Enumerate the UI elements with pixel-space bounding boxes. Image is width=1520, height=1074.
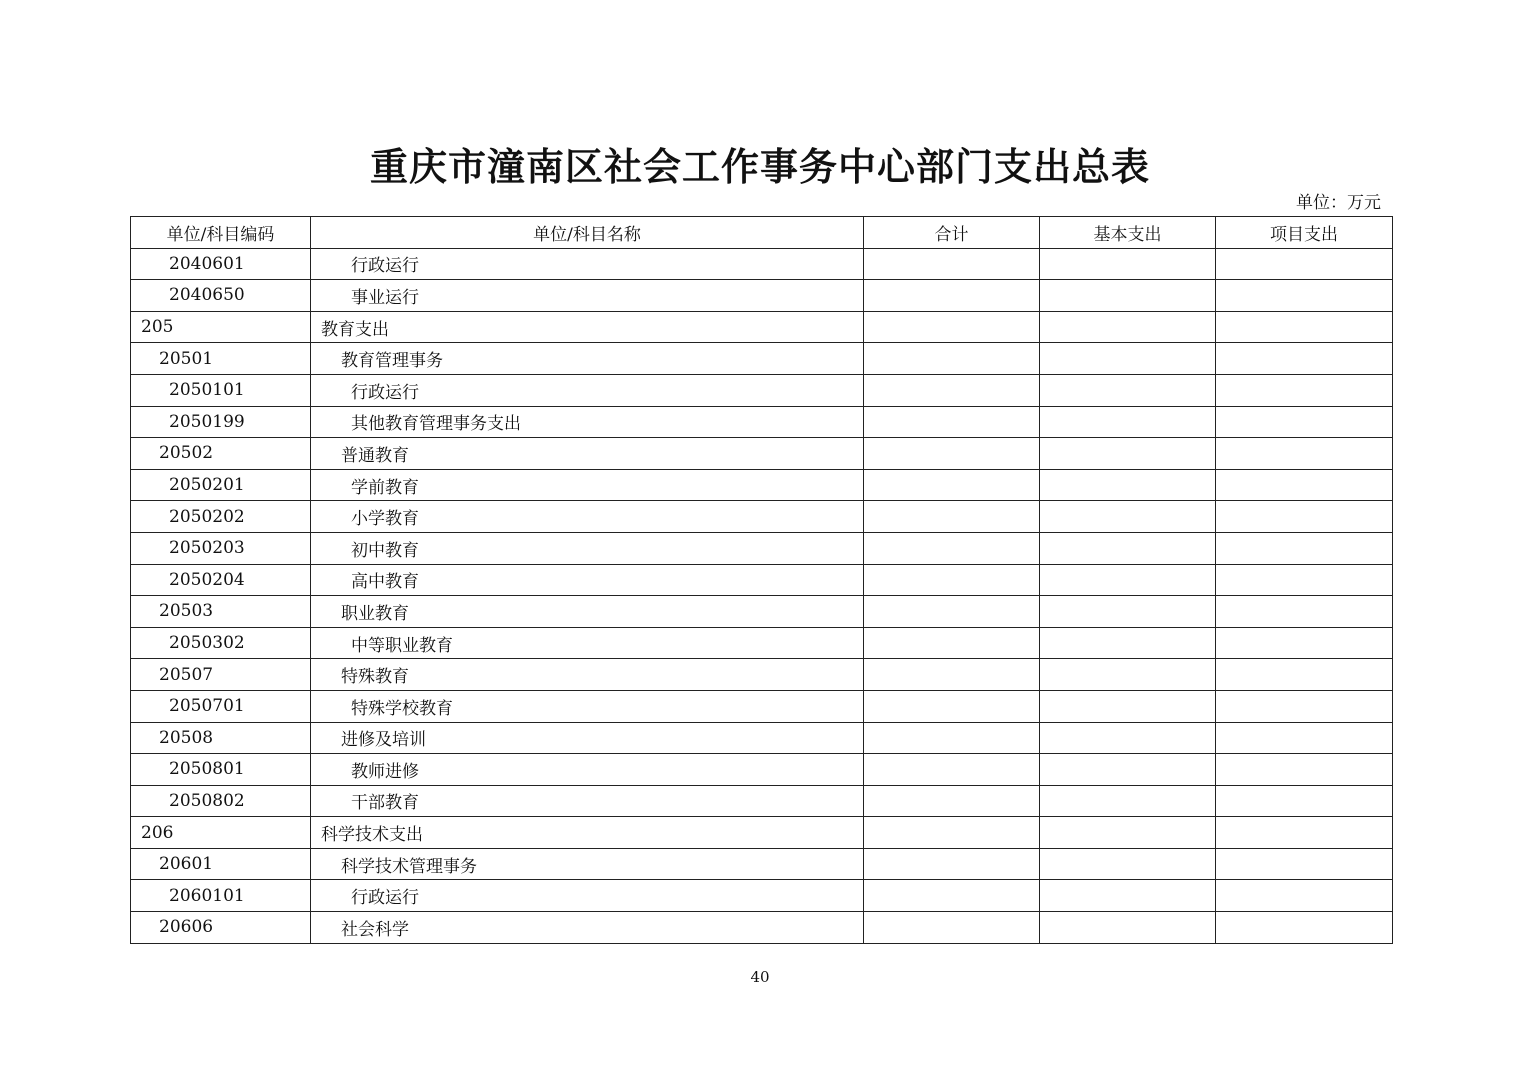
row-basic (1040, 280, 1216, 312)
row-basic (1040, 343, 1216, 375)
row-name: 行政运行 (311, 880, 864, 912)
row-total (864, 690, 1040, 722)
row-code: 20501 (131, 343, 311, 375)
row-name: 教师进修 (311, 754, 864, 786)
table-row (131, 532, 1393, 564)
row-project (1216, 501, 1393, 533)
row-basic (1040, 406, 1216, 438)
row-basic (1040, 627, 1216, 659)
row-total (864, 311, 1040, 343)
row-code: 205 (131, 311, 311, 343)
row-code: 2050199 (131, 406, 311, 438)
row-project (1216, 469, 1393, 501)
table-row (131, 501, 1393, 533)
row-name: 进修及培训 (311, 722, 864, 754)
row-total (864, 912, 1040, 944)
row-name: 中等职业教育 (311, 627, 864, 659)
row-name: 初中教育 (311, 532, 864, 564)
column-header-code: 单位/科目编码 (131, 217, 311, 249)
row-code: 2050701 (131, 690, 311, 722)
row-name: 职业教育 (311, 596, 864, 628)
row-total (864, 374, 1040, 406)
row-basic (1040, 912, 1216, 944)
row-code: 2050801 (131, 754, 311, 786)
row-name: 行政运行 (311, 248, 864, 280)
row-project (1216, 785, 1393, 817)
row-basic (1040, 438, 1216, 470)
row-total (864, 659, 1040, 691)
row-project (1216, 659, 1393, 691)
table-row (131, 817, 1393, 849)
row-basic (1040, 817, 1216, 849)
row-code: 2040650 (131, 280, 311, 312)
table-body (131, 248, 1393, 943)
row-name: 教育管理事务 (311, 343, 864, 375)
row-total (864, 501, 1040, 533)
row-code: 20508 (131, 722, 311, 754)
row-code: 2050802 (131, 785, 311, 817)
row-project (1216, 722, 1393, 754)
row-code: 20606 (131, 912, 311, 944)
column-header-project: 项目支出 (1216, 217, 1393, 249)
row-basic (1040, 848, 1216, 880)
row-code: 20503 (131, 596, 311, 628)
row-code: 2050101 (131, 374, 311, 406)
column-header-name: 单位/科目名称 (311, 217, 864, 249)
row-project (1216, 248, 1393, 280)
row-total (864, 438, 1040, 470)
row-basic (1040, 248, 1216, 280)
row-basic (1040, 374, 1216, 406)
row-basic (1040, 596, 1216, 628)
row-name: 教育支出 (311, 311, 864, 343)
column-header-basic: 基本支出 (1040, 217, 1216, 249)
row-name: 社会科学 (311, 912, 864, 944)
unit-label: 单位：万元 (1296, 193, 1381, 213)
row-project (1216, 311, 1393, 343)
row-project (1216, 280, 1393, 312)
row-name: 干部教育 (311, 785, 864, 817)
row-total (864, 596, 1040, 628)
table-row (131, 785, 1393, 817)
table-row (131, 722, 1393, 754)
table-row (131, 627, 1393, 659)
row-basic (1040, 532, 1216, 564)
table-row (131, 406, 1393, 438)
row-project (1216, 690, 1393, 722)
column-header-total: 合计 (864, 217, 1040, 249)
row-total (864, 564, 1040, 596)
row-project (1216, 848, 1393, 880)
row-name: 科学技术管理事务 (311, 848, 864, 880)
page-title: 重庆市潼南区社会工作事务中心部门支出总表 (369, 144, 1150, 189)
row-project (1216, 912, 1393, 944)
row-code: 2040601 (131, 248, 311, 280)
table-row (131, 280, 1393, 312)
row-total (864, 722, 1040, 754)
row-code: 2050302 (131, 627, 311, 659)
row-basic (1040, 469, 1216, 501)
row-project (1216, 627, 1393, 659)
row-total (864, 406, 1040, 438)
table-row (131, 374, 1393, 406)
row-name: 特殊学校教育 (311, 690, 864, 722)
row-total (864, 754, 1040, 786)
row-code: 2050201 (131, 469, 311, 501)
table-row (131, 311, 1393, 343)
row-project (1216, 374, 1393, 406)
row-total (864, 785, 1040, 817)
row-code: 206 (131, 817, 311, 849)
row-total (864, 280, 1040, 312)
table-row (131, 659, 1393, 691)
row-code: 20507 (131, 659, 311, 691)
row-basic (1040, 754, 1216, 786)
row-basic (1040, 880, 1216, 912)
row-total (864, 817, 1040, 849)
row-name: 普通教育 (311, 438, 864, 470)
row-name: 其他教育管理事务支出 (311, 406, 864, 438)
row-total (864, 848, 1040, 880)
row-basic (1040, 722, 1216, 754)
row-total (864, 532, 1040, 564)
table-row (131, 564, 1393, 596)
row-basic (1040, 501, 1216, 533)
table-row (131, 596, 1393, 628)
table-header-row (131, 217, 1393, 249)
row-basic (1040, 564, 1216, 596)
row-code: 2050202 (131, 501, 311, 533)
row-project (1216, 564, 1393, 596)
row-name: 学前教育 (311, 469, 864, 501)
row-total (864, 627, 1040, 659)
row-code: 2050204 (131, 564, 311, 596)
row-project (1216, 596, 1393, 628)
table-row (131, 690, 1393, 722)
row-total (864, 248, 1040, 280)
row-code: 20601 (131, 848, 311, 880)
row-project (1216, 880, 1393, 912)
row-project (1216, 754, 1393, 786)
row-code: 2060101 (131, 880, 311, 912)
row-project (1216, 406, 1393, 438)
row-name: 小学教育 (311, 501, 864, 533)
row-code: 20502 (131, 438, 311, 470)
row-project (1216, 532, 1393, 564)
table-row (131, 880, 1393, 912)
row-name: 高中教育 (311, 564, 864, 596)
row-project (1216, 438, 1393, 470)
row-project (1216, 817, 1393, 849)
row-basic (1040, 659, 1216, 691)
row-total (864, 343, 1040, 375)
row-code: 2050203 (131, 532, 311, 564)
row-basic (1040, 785, 1216, 817)
row-name: 事业运行 (311, 280, 864, 312)
row-name: 特殊教育 (311, 659, 864, 691)
table-row (131, 754, 1393, 786)
row-name: 科学技术支出 (311, 817, 864, 849)
table-row (131, 469, 1393, 501)
row-basic (1040, 690, 1216, 722)
row-total (864, 469, 1040, 501)
row-name: 行政运行 (311, 374, 864, 406)
table-row (131, 438, 1393, 470)
row-total (864, 880, 1040, 912)
expenditure-table (130, 216, 1393, 944)
page-number: 40 (750, 968, 770, 986)
table-row (131, 848, 1393, 880)
row-project (1216, 343, 1393, 375)
table-row (131, 248, 1393, 280)
table-row (131, 343, 1393, 375)
row-basic (1040, 311, 1216, 343)
table-row (131, 912, 1393, 944)
